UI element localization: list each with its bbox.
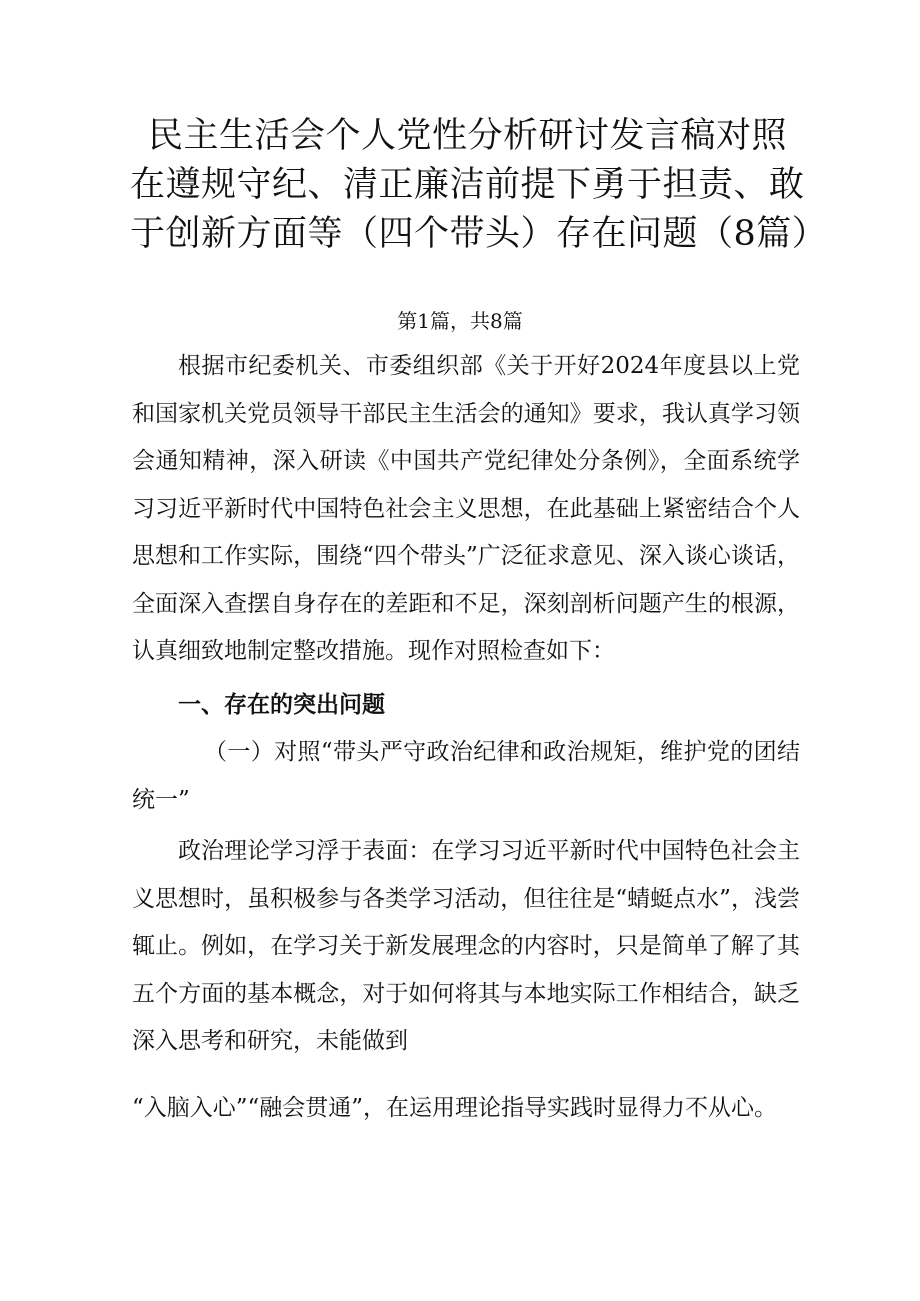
intro-paragraph: 根据市纪委机关、市委组织部《关于开好2024年度县以上党和国家机关党员领导干部民主生活会的通知》要求，我认真学习领会通知精神，深入研读《中国共产党纪律处分条例》，全面系统学习习近平新时代中国特色社会主义思想，在此基础上紧密结合个人思想和工作实际，围绕“四个带头”广泛征求意见、深入谈心谈话，全面深入查摆自身存在的差距和不足，深刻剖析问题产生的根源，认真细致地制定整改措施。现作对照检查如下： xyxy=(132,353,800,664)
body-paragraph-continued: “入脑入心”“融会贯通”，在运用理论指导实践时显得力不从心。 xyxy=(132,1095,778,1121)
section-heading-1: 一、存在的突出问题 xyxy=(178,691,385,718)
document-title xyxy=(130,112,828,259)
document-subtitle: 第1篇，共8篇 xyxy=(397,309,523,333)
title-line-2: 在遵规守纪、清正廉洁前提下勇于担责、敢 xyxy=(130,165,805,205)
subsection-heading-1: （一）对照“带头严守政治纪律和政治规矩，维护党的团结统一” xyxy=(132,739,800,813)
title-line-1: 民主生活会个人党性分析研讨发言稿对照 xyxy=(148,116,788,156)
title-line-3: 于创新方面等（四个带头）存在问题（8篇） xyxy=(130,214,828,254)
body-paragraph: 政治理论学习浮于表面：在学习习近平新时代中国特色社会主义思想时，虽积极参与各类学习活动，但往往是“蜻蜓点水”，浅尝辄止。例如，在学习关于新发展理念的内容时，只是简单了解了其五个方面的基本概念，对于如何将其与本地实际工作相结合，缺乏深入思考和研究，未能做到 xyxy=(132,838,800,1054)
